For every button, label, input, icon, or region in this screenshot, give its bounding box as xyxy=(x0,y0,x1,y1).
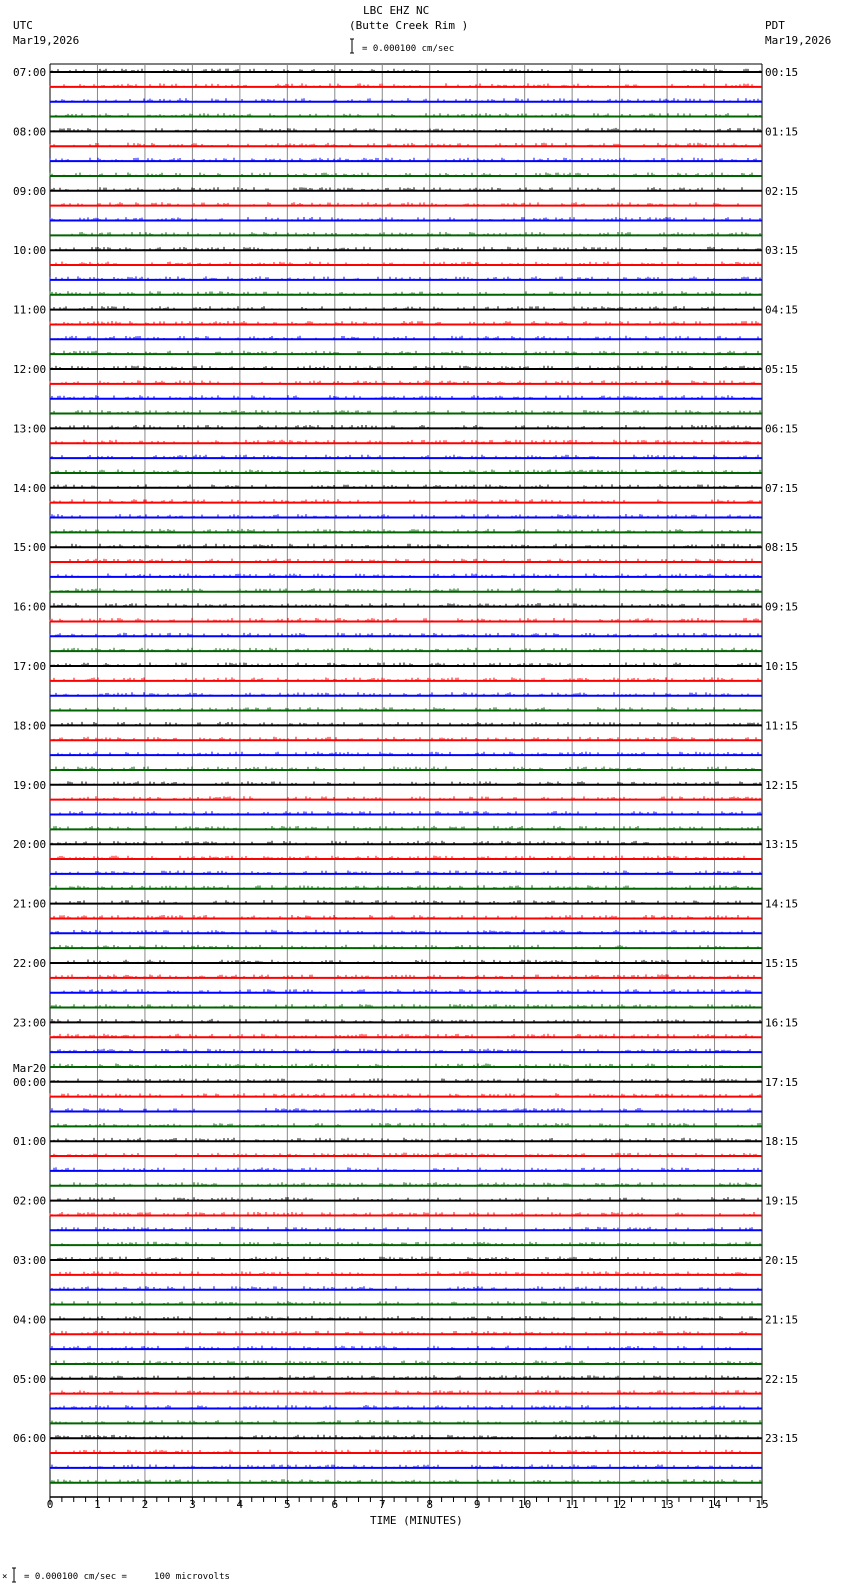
utc-hour-label: 03:00 xyxy=(13,1254,47,1267)
utc-hour-label: 23:00 xyxy=(13,1016,47,1030)
x-axis-label: TIME (MINUTES) xyxy=(370,1514,463,1527)
utc-hour-label: 02:00 xyxy=(13,1194,47,1208)
scale-label: = 0.000100 cm/sec xyxy=(362,44,455,54)
x-tick-label: 2 xyxy=(141,1498,149,1511)
x-tick-label: 9 xyxy=(473,1498,481,1511)
pdt-hour-label: 08:15 xyxy=(765,541,799,555)
station-title: LBC EHZ NC xyxy=(363,4,430,17)
utc-hour-label: 21:00 xyxy=(13,897,47,911)
pdt-hour-label: 12:15 xyxy=(765,778,799,792)
x-tick-label: 10 xyxy=(518,1498,532,1511)
x-tick-label: 6 xyxy=(331,1498,339,1511)
pdt-hour-label: 17:15 xyxy=(765,1075,799,1089)
utc-hour-label: 22:00 xyxy=(13,957,47,970)
footer-scale-bar-icon xyxy=(12,1568,16,1582)
pdt-hour-label: 14:15 xyxy=(765,897,799,911)
pdt-hour-label: 00:15 xyxy=(765,66,799,79)
utc-hour-label: 11:00 xyxy=(13,303,47,317)
pdt-hour-label: 15:15 xyxy=(765,957,799,970)
x-tick-label: 1 xyxy=(94,1498,101,1511)
footer-marker: × xyxy=(2,1572,8,1582)
utc-hour-label: 12:00 xyxy=(13,363,47,376)
pdt-hour-label: 01:15 xyxy=(765,125,799,139)
utc-hour-label: 14:00 xyxy=(13,481,47,495)
pdt-hour-label: 21:15 xyxy=(765,1313,799,1327)
utc-hour-label: 17:00 xyxy=(13,660,47,673)
utc-hour-label: 05:00 xyxy=(13,1372,47,1386)
pdt-hour-label: 05:15 xyxy=(765,363,799,376)
site-title: (Butte Creek Rim ) xyxy=(349,19,469,32)
utc-hour-label: 01:00 xyxy=(13,1135,47,1149)
utc-hour-label: 07:00 xyxy=(13,66,47,79)
utc-hour-label: 04:00 xyxy=(13,1313,47,1327)
utc-hour-label: 13:00 xyxy=(13,422,47,436)
x-tick-label: 8 xyxy=(426,1498,434,1511)
utc-hour-label: 20:00 xyxy=(13,838,47,852)
footer-scale-label: = 0.000100 cm/sec = 100 microvolts xyxy=(24,1572,230,1582)
left-timezone: UTC xyxy=(13,19,33,32)
pdt-hour-label: 10:15 xyxy=(765,660,799,673)
pdt-hour-label: 11:15 xyxy=(765,719,799,733)
x-tick-label: 11 xyxy=(565,1498,579,1511)
utc-hour-label: 18:00 xyxy=(13,719,47,733)
pdt-hour-label: 07:15 xyxy=(765,481,799,495)
utc-hour-label: 06:00 xyxy=(13,1432,47,1446)
utc-hour-label: 09:00 xyxy=(13,184,47,198)
pdt-hour-label: 09:15 xyxy=(765,600,799,614)
pdt-hour-label: 04:15 xyxy=(765,303,799,317)
pdt-hour-label: 16:15 xyxy=(765,1016,799,1030)
x-tick-label: 4 xyxy=(236,1498,244,1511)
x-tick-label: 3 xyxy=(189,1498,196,1511)
utc-hour-label: 08:00 xyxy=(13,125,47,139)
x-tick-label: 13 xyxy=(660,1498,674,1511)
pdt-hour-label: 23:15 xyxy=(765,1432,799,1446)
pdt-hour-label: 03:15 xyxy=(765,244,799,258)
utc-hour-label: 00:00 xyxy=(13,1075,47,1089)
utc-hour-label: 19:00 xyxy=(13,778,47,792)
x-tick-label: 0 xyxy=(46,1498,54,1511)
pdt-hour-label: 13:15 xyxy=(765,838,799,852)
right-date: Mar19,2026 xyxy=(765,34,832,47)
pdt-hour-label: 02:15 xyxy=(765,184,799,198)
left-date: Mar19,2026 xyxy=(13,34,80,47)
x-tick-label: 15 xyxy=(755,1498,769,1511)
utc-date-label: Mar20 xyxy=(13,1061,47,1075)
utc-hour-label: 16:00 xyxy=(13,600,47,614)
x-tick-label: 12 xyxy=(612,1498,627,1511)
pdt-hour-label: 18:15 xyxy=(765,1135,799,1149)
x-tick-label: 14 xyxy=(707,1498,722,1511)
utc-hour-label: 15:00 xyxy=(13,541,47,555)
scale-bar-icon xyxy=(350,39,354,53)
pdt-hour-label: 20:15 xyxy=(765,1254,799,1267)
x-tick-label: 7 xyxy=(378,1498,386,1511)
pdt-hour-label: 22:15 xyxy=(765,1372,799,1386)
right-timezone: PDT xyxy=(765,19,785,32)
x-tick-label: 5 xyxy=(284,1498,291,1511)
pdt-hour-label: 19:15 xyxy=(765,1194,799,1208)
utc-hour-label: 10:00 xyxy=(13,244,47,258)
pdt-hour-label: 06:15 xyxy=(765,422,799,436)
